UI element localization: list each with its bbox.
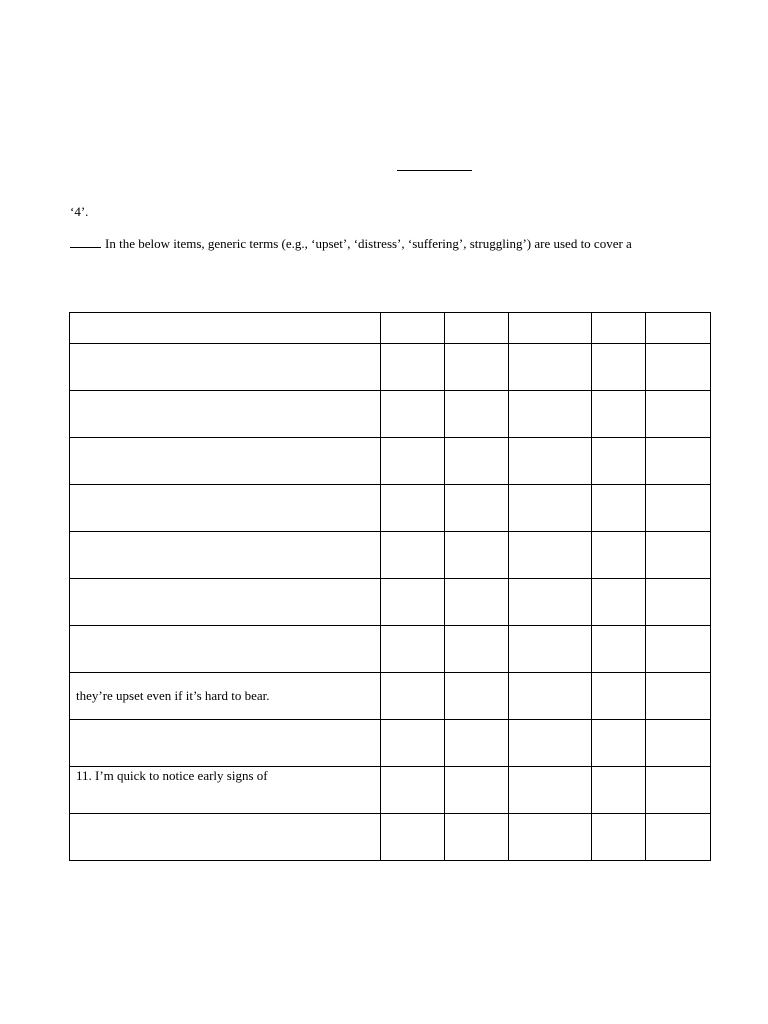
table-row — [70, 767, 711, 814]
title-underline — [397, 170, 472, 171]
rating-cell[interactable] — [445, 673, 509, 720]
table-row — [70, 532, 711, 579]
item-cell — [70, 532, 381, 579]
rating-cell[interactable] — [592, 626, 646, 673]
header-cell — [381, 313, 445, 344]
item-cell: 11. I’m quick to notice early signs of — [70, 767, 381, 814]
rating-cell[interactable] — [592, 579, 646, 626]
rating-cell[interactable] — [646, 485, 711, 532]
rating-cell[interactable] — [445, 767, 509, 814]
rating-cell[interactable] — [592, 532, 646, 579]
rating-cell[interactable] — [381, 579, 445, 626]
rating-cell[interactable] — [445, 626, 509, 673]
rating-cell[interactable] — [509, 344, 592, 391]
rating-cell[interactable] — [445, 391, 509, 438]
rating-cell[interactable] — [509, 532, 592, 579]
rating-cell[interactable] — [646, 532, 711, 579]
rating-cell[interactable] — [646, 391, 711, 438]
rating-cell[interactable] — [445, 485, 509, 532]
rating-cell[interactable] — [381, 344, 445, 391]
rating-cell[interactable] — [445, 579, 509, 626]
rating-cell[interactable] — [592, 720, 646, 767]
rating-cell[interactable] — [646, 579, 711, 626]
rating-cell[interactable] — [509, 814, 592, 861]
rating-cell[interactable] — [592, 344, 646, 391]
rating-cell[interactable] — [381, 485, 445, 532]
rating-cell[interactable] — [381, 532, 445, 579]
item-cell — [70, 438, 381, 485]
rating-cell[interactable] — [509, 579, 592, 626]
rating-cell[interactable] — [646, 720, 711, 767]
header-cell — [646, 313, 711, 344]
rating-cell[interactable] — [592, 814, 646, 861]
item-cell — [70, 814, 381, 861]
item-cell — [70, 344, 381, 391]
header-cell — [509, 313, 592, 344]
rating-cell[interactable] — [592, 438, 646, 485]
rating-cell[interactable] — [646, 626, 711, 673]
item-cell — [70, 485, 381, 532]
rating-cell[interactable] — [509, 438, 592, 485]
header-cell — [445, 313, 509, 344]
instruction-paragraph — [70, 236, 632, 252]
rating-cell[interactable] — [592, 391, 646, 438]
table-row — [70, 485, 711, 532]
rating-cell[interactable] — [445, 344, 509, 391]
rating-cell[interactable] — [509, 767, 592, 814]
item-cell — [70, 579, 381, 626]
header-cell — [592, 313, 646, 344]
rating-cell[interactable] — [646, 767, 711, 814]
rating-cell[interactable] — [445, 438, 509, 485]
rating-cell[interactable] — [381, 391, 445, 438]
item-cell — [70, 720, 381, 767]
rating-cell[interactable] — [381, 626, 445, 673]
rating-cell[interactable] — [381, 673, 445, 720]
item-cell — [70, 626, 381, 673]
rating-cell[interactable] — [509, 673, 592, 720]
rating-cell[interactable] — [509, 485, 592, 532]
table-row — [70, 673, 711, 720]
intro-line: ‘4’. — [70, 204, 89, 219]
rating-cell[interactable] — [445, 532, 509, 579]
rating-cell[interactable] — [509, 626, 592, 673]
rating-cell[interactable] — [445, 814, 509, 861]
item-cell — [70, 391, 381, 438]
header-cell — [70, 313, 381, 344]
rating-cell[interactable] — [381, 720, 445, 767]
rating-table — [69, 312, 711, 861]
rating-cell[interactable] — [646, 673, 711, 720]
rating-cell[interactable] — [646, 344, 711, 391]
rating-cell[interactable] — [381, 438, 445, 485]
rating-cell[interactable] — [381, 767, 445, 814]
rating-cell[interactable] — [509, 391, 592, 438]
rating-cell[interactable] — [381, 814, 445, 861]
table-row — [70, 626, 711, 673]
instruction-text: In the below items, generic terms (e.g., ‘upset’, ‘distress’, ‘suffering’, struggling’) are used to cover a — [105, 236, 632, 251]
rating-cell[interactable] — [445, 720, 509, 767]
rating-cell[interactable] — [592, 673, 646, 720]
fill-in-blank — [70, 236, 101, 248]
table-row — [70, 438, 711, 485]
table-row — [70, 814, 711, 861]
item-cell: they’re upset even if it’s hard to bear. — [70, 673, 381, 720]
table-row — [70, 579, 711, 626]
table-header-row — [70, 313, 711, 344]
rating-cell[interactable] — [509, 720, 592, 767]
rating-cell[interactable] — [646, 814, 711, 861]
table-row — [70, 720, 711, 767]
table-row — [70, 391, 711, 438]
rating-cell[interactable] — [592, 485, 646, 532]
rating-cell[interactable] — [646, 438, 711, 485]
rating-cell[interactable] — [592, 767, 646, 814]
table-row — [70, 344, 711, 391]
